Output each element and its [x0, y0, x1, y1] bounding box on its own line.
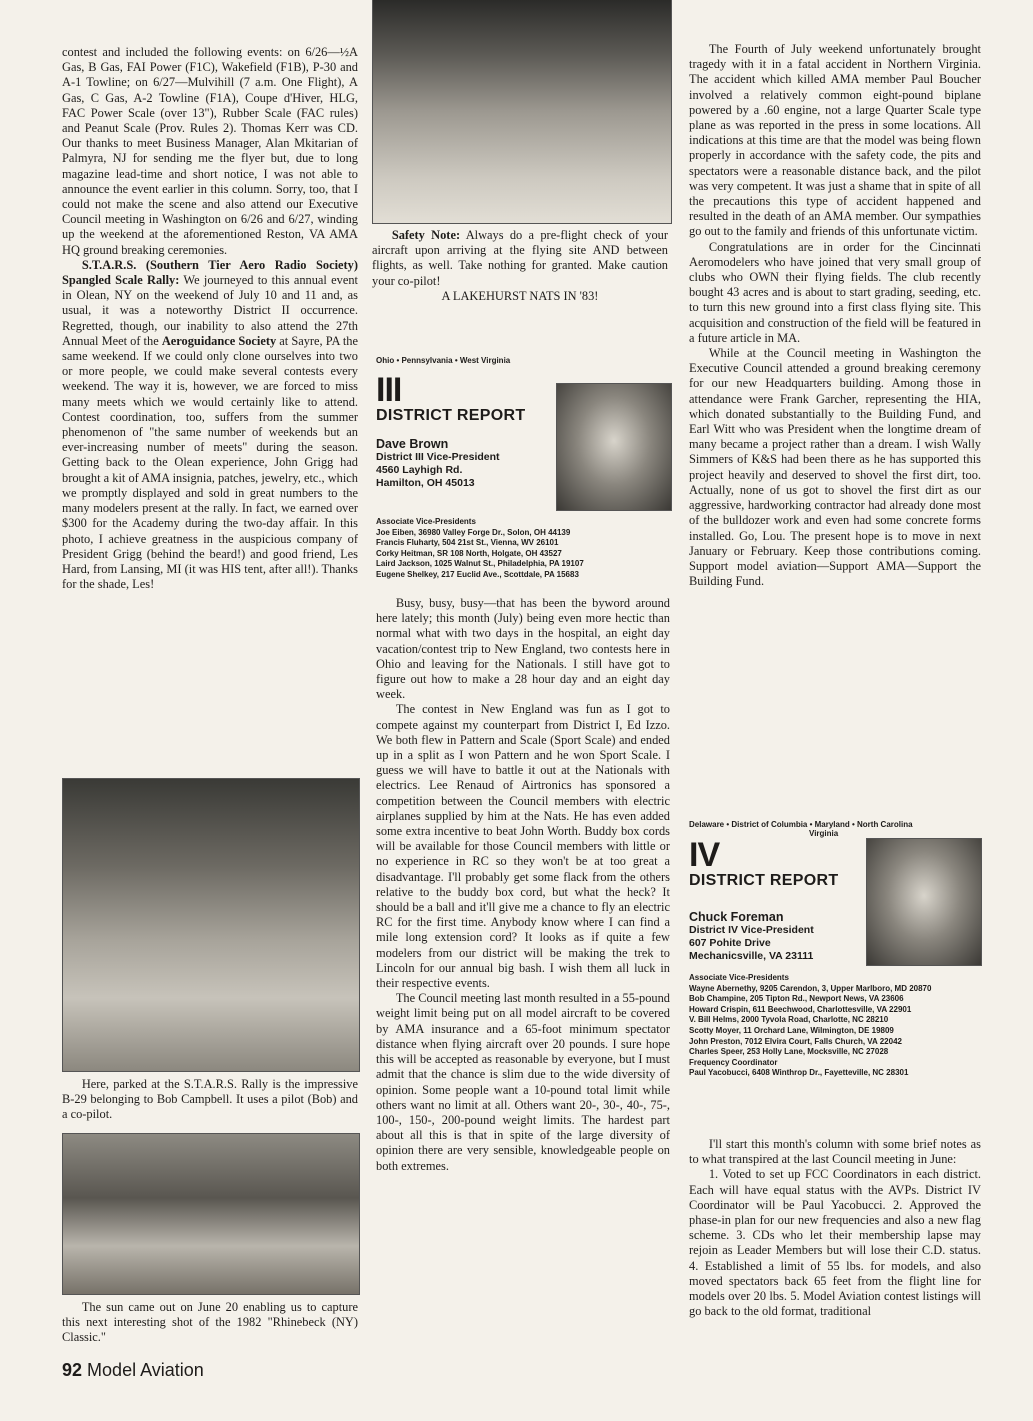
- slogan: A LAKEHURST NATS IN '83!: [441, 288, 599, 303]
- associate: Bob Champine, 205 Tipton Rd., Newport News, VA 23606: [689, 994, 904, 1004]
- associate: Joe Eiben, 36980 Valley Forge Dr., Solon, OH 44139: [376, 527, 571, 537]
- district-states-2: Virginia: [809, 829, 839, 838]
- paragraph: contest and included the following events: on 6/26—½A Gas, B Gas, FAI Power (F1C), Wakefield (F1B), P-30 and A-1 Towline; on 6/27—Mulvihill (7 a.m. One Flight), A Gas, C Gas, A-2 Towline (F1A), Coupe d'Hiver, HLG, FAC Power Scale (over 13"), Rubber Scale (FAC rules) and Peanut Scale (Prov. Rules 2). Thomas Kerr was CD. Our thanks to meet Business Manager, Alan Mkitarian of Palmyra, NJ for sending me the flyer but, due to long magazine lead-time and short notice, I was not able to announce the event earlier in this column. Sorry, too, that I could not make the scene and also attend our Executive Council meeting in Washington on 6/26 and 6/27, winding up the weekend at the aforementioned Reston, VA AMA HQ ground breaking ceremonies.: [62, 45, 358, 257]
- caption-b29: [62, 1077, 358, 1123]
- portrait-dave-brown: [556, 383, 672, 511]
- district-numeral: III: [376, 371, 402, 409]
- column-1-text: [62, 45, 358, 592]
- associate: V. Bill Helms, 2000 Tyvola Road, Charlotte, NC 28210: [689, 1015, 889, 1025]
- page-footer: [62, 1360, 204, 1381]
- district-title: DISTRICT REPORT: [376, 407, 526, 424]
- associate: Howard Crispin, 611 Beechwood, Charlottesville, VA 22901: [689, 1004, 912, 1014]
- associate: Corky Heitman, SR 108 North, Holgate, OH 43527: [376, 548, 562, 558]
- safety-lead: Safety Note:: [391, 228, 461, 242]
- caption-text: The sun came out on June 20 enabling us to capture this next interesting shot of the 1982 "Rhinebeck (NY) Classic.": [62, 1300, 358, 1345]
- aeroguidance-society: Aeroguidance Society: [161, 333, 277, 348]
- assoc-heading: Associate Vice-Presidents: [376, 517, 476, 526]
- district-states: Ohio • Pennsylvania • West Virginia: [376, 356, 511, 365]
- paragraph: The contest in New England was fun as I got to compete against my counterpart from District I, Ed Izzo. We both flew in Pattern and Scale (Sport Scale) and ended up in a split as I won Pattern and he won Sport Scale. I guess we will have to battle it out at the Nationals with electrics. Lee Renaud of Airtronics has sponsored a competition between the Council members with electric airplanes supplied by him at the Nats. He has even added some extra incentive to beat John Worth. Buddy box cords will be available for those Council members with little or no experience in RC so they won't be at too great a disadvantage. I'll probably get some flack from the others relative to the buddy box cord, but what the heck? It should be a ball and it'll give me a chance to fly an electric RC for the first time. Anybody know where I can find a mile long extension cord? It looks as if quite a few modelers from our district will be making the trek to Lincoln for our annual big bash. I wish them all luck in their respective events.: [376, 702, 670, 991]
- paragraph-stars-rally: [62, 258, 358, 592]
- column-3-text: [689, 42, 981, 589]
- associate: Francis Fluharty, 504 21st St., Vienna, WV 26101: [376, 538, 559, 548]
- associate: Charles Speer, 253 Holly Lane, Mocksville, NC 27028: [689, 1047, 889, 1057]
- associate: Scotty Moyer, 11 Orchard Lane, Wilmington, DE 19809: [689, 1025, 894, 1035]
- paragraph: While at the Council meeting in Washington the Executive Council attended a ground breaking ceremony for our new Headquarters building. Among those in attendance were Frank Garcher, representing the HIA, which donated substantially to the Building Fund, and Earl Witt who was President when the longtime dream of many became a project rather than a dream. I wish Wally Simmers of K&S had been there as he has supported this project heavily and deserved to shovel the first dirt, too. Actually, none of us got to shovel the first dirt as our aggressive, hardworking contractor had already done most of the bulldozer work and even had some concrete forms installed. Go, Lou. The present hope is to move in next January or February. Keep those contributions coming. Support model aviation—Support AMA—Support the Building Fund.: [689, 346, 981, 589]
- stars-lead: S.T.A.R.S. (Southern Tier Aero Radio Society) Spangled Scale Rally:: [62, 257, 358, 288]
- portrait-chuck-foreman: [866, 838, 982, 966]
- associate: John Preston, 7012 Elvira Court, Falls Church, VA 22042: [689, 1036, 902, 1046]
- photo-flying-field: [372, 0, 672, 224]
- text: Always do a pre-flight check of your aircraft upon arriving at the flying site AND between flights, as well. Take nothing for granted. Make caution your co-pilot!: [372, 228, 669, 288]
- district-states: Delaware • District of Columbia • Maryland • North Carolina: [689, 820, 913, 829]
- safety-note: [372, 228, 668, 304]
- paragraph: I'll start this month's column with some brief notes as to what transpired at the last Council meeting in June:: [689, 1137, 981, 1167]
- associate: Wayne Abernethy, 9205 Carendon, 3, Upper Marlboro, MD 20870: [689, 983, 932, 993]
- vp-address: 4560 Layhigh Rd.: [376, 464, 463, 476]
- assoc-heading: Associate Vice-Presidents: [689, 973, 789, 982]
- safety-text: [372, 228, 668, 289]
- vp-city: Hamilton, OH 45013: [376, 477, 475, 489]
- page-number: 92: [62, 1360, 83, 1380]
- vp-city: Mechanicsville, VA 23111: [689, 950, 814, 962]
- district-title: DISTRICT REPORT: [689, 872, 839, 889]
- freq-heading: Frequency Coordinator: [689, 1057, 778, 1067]
- district-numeral: IV: [689, 836, 720, 874]
- freq-coordinator: Paul Yacobucci, 6408 Winthrop Dr., Fayetteville, NC 28301: [689, 1068, 909, 1078]
- column-2-text: [376, 596, 670, 1174]
- caption-text: Here, parked at the S.T.A.R.S. Rally is the impressive B-29 belonging to Bob Campbell. It uses a pilot (Bob) and a co-pilot.: [62, 1077, 358, 1122]
- magazine-title: Model Aviation: [87, 1360, 204, 1380]
- paragraph: 1. Voted to set up FCC Coordinators in each district. Each will have equal status with the AVPs. District IV Coordinator will be Paul Yacobucci. 2. Approved the phase-in plan for our new frequencies and also a new flag scheme. 3. CDs who let their membership lapse may rejoin as Leader Members but will lose their C.D. status. 4. Established a limit of 55 lbs. for models, and also moved spectators back 65 feet from the flight line for models over 20 lbs. 5. Model Aviation contest listings will go back to the old format, traditional: [689, 1167, 981, 1319]
- vp-title: District IV Vice-President: [689, 924, 814, 936]
- text: at Sayre, PA the same weekend. If we could only clone ourselves into two or more people, we could make several contests every weekend. The way it is, however, we are forced to miss many meets which we would certainly like to attend. Contest coordination, too, suffers from the summer phenomenon of "the same number of weekends but an ever-increasing number of meets" during the season. Getting back to the Olean experience, John Grigg had brought a kit of AMA insignia, patches, jewelry, etc., which we promptly displayed and sold in great numbers to the many modelers present at the rally. In fact, we earned over $300 for the Academy during the two-day affair. In this photo, I achieve greatness in the auspicious company of President Grigg (behind the beard!) and good friend, Les Hard, from Lansing, MI (it was HIS tent, after all!). Thanks for the shade, Les!: [62, 333, 358, 592]
- column-3-text-2: [689, 1137, 981, 1319]
- caption-rhinebeck: [62, 1300, 358, 1346]
- paragraph: Busy, busy, busy—that has been the byword around here lately; this month (July) being even more hectic than normal what with two days in the hospital, an eight day vacation/contest trip to New England, two contests here in Ohio and leaving for the Nationals. I still have got to figure out how to make a 28 hour day and an eight day week.: [376, 596, 670, 702]
- vp-name: Dave Brown: [376, 437, 449, 451]
- text: We journeyed to this annual event in Olean, NY on the weekend of July 10 and 11 and, as usual, it was a noteworthy District II occurrence. Regretted, though, our inability to also attend the 27th Annual Meet of the: [62, 273, 358, 348]
- paragraph: Congratulations are in order for the Cincinnati Aeromodelers who have joined that very small group of clubs who OWN their flying fields. The club recently bought 43 acres and is about to start grading, seeding, etc. to turn this new ground into a first class flying site. This acquisition and construction of the field will be featured in a future article in MA.: [689, 239, 981, 345]
- paragraph: The Fourth of July weekend unfortunately brought tragedy with it in a fatal accident in Northern Virginia. The accident which killed AMA member Paul Boucher involved a relatively common eight-pound biplane powered by a .60 engine, not a large Quarter Scale type plane as was reported in the press in some locations. All indications at this time are that the model was being flown properly in accordance with the safety code, the pits and spectators were a reasonable distance back, and the pilot was very competent. It was just a shame that in spite of all the precautions this type of accident happened and resulted in the death of an AMA member. Our sympathies go out to the family and friends of this unfortunate victim.: [689, 42, 981, 239]
- paragraph: The Council meeting last month resulted in a 55-pound weight limit being put on all model aircraft to be covered by AMA insurance and a 65-foot minimum spectator distance when flying aircraft over 20 pounds. I sure hope this will be accepted as reasonable by everyone, but I must admit that the chance is slim due to the wide diversity of opinion. Some people want a 10-pound total limit while others want no limit at all. Others want 20-, 30-, 40-, 75-, 100-, 150-, 200-pound weight limits. The hardest part about all this is that in spite of the large diversity of opinion there are very sensible, knowledgeable people on both extremes.: [376, 991, 670, 1173]
- associate: Laird Jackson, 1025 Walnut St., Philadelphia, PA 19107: [376, 559, 584, 569]
- photo-rhinebeck: [62, 1133, 360, 1295]
- district-iii-header: [376, 356, 556, 490]
- vp-address: 607 Pohite Drive: [689, 937, 771, 949]
- vp-title: District III Vice-President: [376, 451, 500, 463]
- district-iii-associates: [376, 517, 584, 581]
- vp-name: Chuck Foreman: [689, 910, 784, 924]
- photo-stars-rally-group: [62, 778, 360, 1072]
- associate: Eugene Shelkey, 217 Euclid Ave., Scottdale, PA 15683: [376, 569, 579, 579]
- district-iv-associates: [689, 973, 931, 1079]
